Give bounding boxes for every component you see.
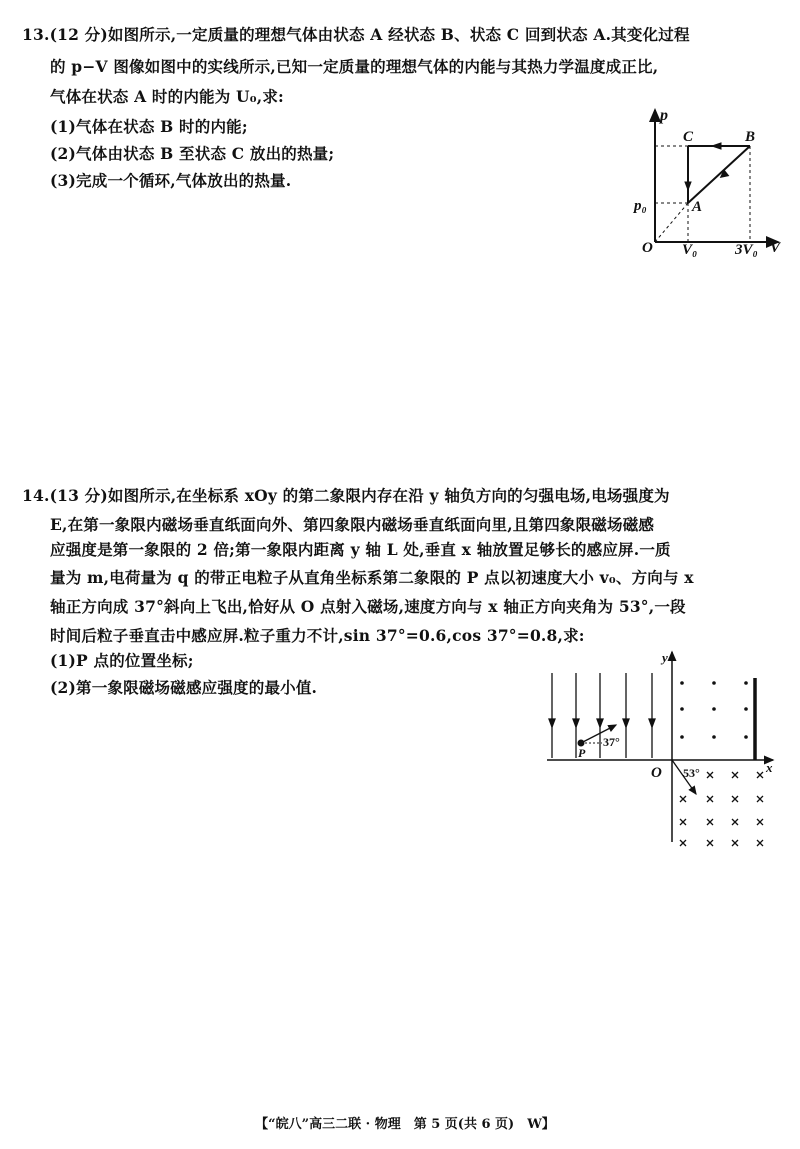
q14-stem-line-3: 应强度是第一象限的 2 倍;第一象限内距离 y 轴 L 处,垂直 x 轴放置足够长的感应屏.一质 xyxy=(50,540,671,559)
q13-sub-2: (2)气体由状态 B 至状态 C 放出的热量; xyxy=(50,144,335,163)
q13-stem-line-1: 13.(12 分)如图所示,一定质量的理想气体由状态 A 经状态 B、状态 C 回到状态 A.其变化过程 xyxy=(22,25,690,44)
field-cross-icon xyxy=(732,772,738,778)
page-footer: 【“皖八”高三二联 · 物理 第 5 页(共 6 页) W】 xyxy=(255,1117,555,1132)
v0-label: V₀ xyxy=(682,242,698,258)
field-cross-icon xyxy=(680,796,686,802)
q14-stem-line-4: 量为 m,电荷量为 q 的带正电粒子从直角坐标系第二象限的 P 点以初速度大小 v₀、方向与 x xyxy=(50,568,694,587)
3v0-label: 3V₀ xyxy=(735,242,758,258)
field-cross-icon xyxy=(757,796,763,802)
q14-sub-1: (1)P 点的位置坐标; xyxy=(50,651,194,670)
field-cross-icon xyxy=(707,772,713,778)
q14-stem-line-2: E,在第一象限内磁场垂直纸面向外、第四象限内磁场垂直纸面向里,且第四象限磁场磁感 xyxy=(50,515,655,534)
p0-label: p₀ xyxy=(634,198,647,214)
v-axis-label: V xyxy=(770,240,781,256)
x-axis-label: x xyxy=(766,760,773,775)
field-cross-icon xyxy=(680,819,686,825)
q13-sub-3: (3)完成一个循环,气体放出的热量. xyxy=(50,171,292,190)
q13-sub-1: (1)气体在状态 B 时的内能; xyxy=(50,117,248,136)
field-cross-icon xyxy=(757,819,763,825)
field-cross-icon xyxy=(707,840,713,846)
angle-53-label: 53° xyxy=(683,766,700,780)
field-in-crosses xyxy=(680,772,763,846)
field-cross-icon xyxy=(707,819,713,825)
origin-label: O xyxy=(642,240,653,256)
angle-37-label: 37° xyxy=(603,735,620,749)
y-axis-label: y xyxy=(662,650,668,665)
field-cross-icon xyxy=(680,840,686,846)
q14-stem-line-6: 时间后粒子垂直击中感应屏.粒子重力不计,sin 37°=0.6,cos 37°=0.8,求: xyxy=(50,626,585,645)
q13-stem-line-2: 的 p−V 图像如图中的实线所示,已知一定质量的理想气体的内能与其热力学温度成正比, xyxy=(50,57,659,76)
field-cross-icon xyxy=(732,819,738,825)
q14-sub-2: (2)第一象限磁场磁感应强度的最小值. xyxy=(50,678,318,697)
p-axis-label: p xyxy=(660,107,668,124)
field-cross-icon xyxy=(757,840,763,846)
point-c-label: C xyxy=(683,129,694,145)
field-cross-icon xyxy=(732,796,738,802)
field-out-dots xyxy=(680,681,748,739)
point-a-label: A xyxy=(692,199,703,215)
q14-stem-line-1: 14.(13 分)如图所示,在坐标系 xOy 的第二象限内存在沿 y 轴负方向的匀强电场,电场强度为 xyxy=(22,486,670,505)
origin-o-label: O xyxy=(651,765,662,781)
point-p-label: P xyxy=(578,746,586,760)
q14-stem-line-5: 轴正方向成 37°斜向上飞出,恰好从 O 点射入磁场,速度方向与 x 轴正方向夹角为 53°,一段 xyxy=(50,597,686,616)
point-b-label: B xyxy=(745,129,756,145)
field-cross-icon xyxy=(707,796,713,802)
field-cross-icon xyxy=(757,772,763,778)
q13-stem-line-3: 气体在状态 A 时的内能为 U₀,求: xyxy=(50,87,284,106)
process-a-b xyxy=(688,146,750,203)
electric-field-lines xyxy=(549,673,655,758)
field-cross-icon xyxy=(732,840,738,846)
